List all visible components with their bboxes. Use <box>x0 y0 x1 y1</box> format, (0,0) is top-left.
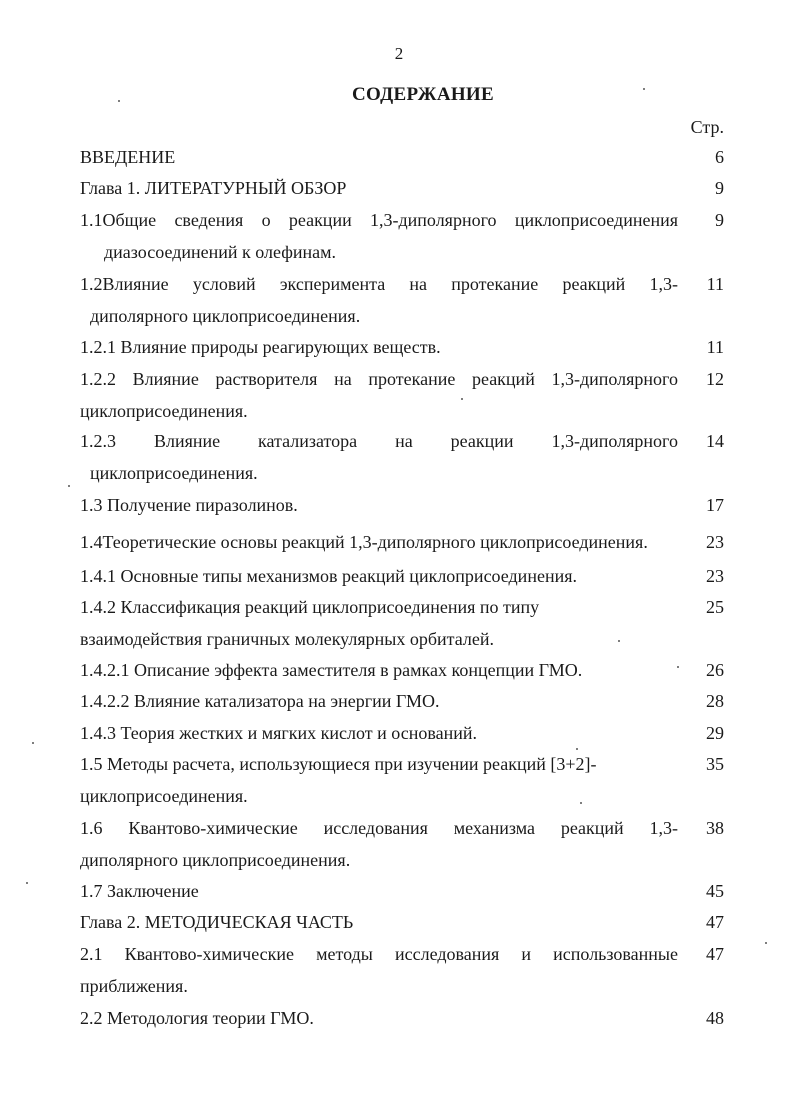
toc-entry-page: 9 <box>715 210 724 230</box>
toc-entry-1-5 <box>80 749 724 812</box>
toc-entry-page: 14 <box>706 431 724 451</box>
toc-entry-page: 26 <box>706 660 724 680</box>
toc-entry-text: ВВЕДЕНИЕ <box>80 147 176 167</box>
scan-speck <box>677 666 679 668</box>
toc-entry-text: 1.4.3 Теория жестких и мягких кислот и оснований. <box>80 723 477 743</box>
toc-entry-1-2-2 <box>80 364 724 427</box>
toc-entry-text: 1.2.2 Влияние растворителя на протекание реакций 1,3-диполярного <box>80 369 678 389</box>
toc-entry-continuation: взаимодействия граничных молекулярных орбиталей. <box>80 628 495 649</box>
toc-entry-text: 1.4.2.1 Описание эффекта заместителя в рамках концепции ГМО. <box>80 660 583 680</box>
toc-entry-introduction <box>80 142 724 174</box>
scan-speck <box>68 485 70 487</box>
toc-entry-page: 25 <box>706 597 724 617</box>
scan-speck <box>580 802 582 804</box>
toc-entry-page: 11 <box>706 337 724 357</box>
toc-entry-2-1 <box>80 939 724 1002</box>
toc-entry-page: 11 <box>706 274 724 294</box>
toc-entry-1-4 <box>80 527 724 559</box>
page-column-label: Стр. <box>690 117 724 137</box>
scan-speck <box>118 100 120 102</box>
toc-entry-1-4-2-2 <box>80 686 724 718</box>
toc-entry-text: 2.2 Методология теории ГМО. <box>80 1008 314 1028</box>
toc-entry-1-4-3 <box>80 718 724 750</box>
toc-entry-text: 1.5 Методы расчета, использующиеся при изучении реакций [3+2]- <box>80 754 597 774</box>
toc-entry-1-3 <box>80 490 724 522</box>
toc-entry-page: 38 <box>706 818 724 838</box>
toc-entry-text: 1.4.2 Классификация реакций циклоприсоединения по типу <box>80 597 540 617</box>
toc-entry-continuation: циклоприсоединения. <box>90 462 258 483</box>
toc-entry-page: 45 <box>706 881 724 901</box>
page-number: 2 <box>394 44 404 63</box>
toc-entry-text: 1.4Теоретические основы реакций 1,3-диполярного циклоприсоединения. <box>80 532 648 552</box>
toc-entry-page: 35 <box>706 754 724 774</box>
toc-entry-text: 1.1Общие сведения о реакции 1,3-диполярного циклоприсоединения <box>80 210 678 230</box>
toc-entry-continuation: диполярного циклоприсоединения. <box>90 305 361 326</box>
toc-entry-continuation: диазосоединений к олефинам. <box>104 241 337 262</box>
toc-entry-page: 23 <box>706 566 724 586</box>
toc-entry-text: Глава 1. ЛИТЕРАТУРНЫЙ ОБЗОР <box>80 178 347 198</box>
toc-entry-page: 48 <box>706 1008 724 1028</box>
toc-entry-1-4-2-1 <box>80 655 724 687</box>
page-title: СОДЕРЖАНИЕ <box>352 84 494 105</box>
toc-entry-page: 23 <box>706 532 724 552</box>
toc-entry-1-2-3 <box>80 426 724 489</box>
toc-entry-1-6 <box>80 813 724 876</box>
toc-entry-page: 28 <box>706 691 724 711</box>
scan-speck <box>32 742 34 744</box>
toc-entry-text: 2.1 Квантово-химические методы исследования и использованные <box>80 944 678 964</box>
scan-speck <box>618 640 620 642</box>
scan-speck <box>643 88 645 90</box>
toc-entry-chapter-1 <box>80 173 724 205</box>
toc-entry-1-2 <box>80 269 724 332</box>
scan-speck <box>26 882 28 884</box>
toc-entry-text: 1.2.1 Влияние природы реагирующих веществ. <box>80 337 441 357</box>
toc-entry-chapter-2 <box>80 907 724 939</box>
toc-entry-continuation: циклоприсоединения. <box>80 400 248 421</box>
toc-entry-text: 1.4.2.2 Влияние катализатора на энергии ГМО. <box>80 691 440 711</box>
scan-speck <box>461 398 463 400</box>
toc-entry-page: 47 <box>706 912 724 932</box>
toc-entry-text: 1.4.1 Основные типы механизмов реакций циклоприсоединения. <box>80 566 577 586</box>
toc-entry-page: 29 <box>706 723 724 743</box>
toc-entry-1-4-1 <box>80 561 724 593</box>
toc-entry-text: 1.2.3 Влияние катализатора на реакции 1,3-диполярного <box>80 431 678 451</box>
toc-entry-continuation: циклоприсоединения. <box>80 785 248 806</box>
toc-entry-text: 1.6 Квантово-химические исследования механизма реакций 1,3- <box>80 818 678 838</box>
toc-entry-page: 17 <box>706 495 724 515</box>
toc-entry-page: 12 <box>706 369 724 389</box>
toc-entry-page: 9 <box>715 178 724 198</box>
toc-entry-1-7 <box>80 876 724 908</box>
toc-entry-text: 1.7 Заключение <box>80 881 199 901</box>
toc-entry-continuation: приближения. <box>80 975 188 996</box>
scan-speck <box>765 942 767 944</box>
toc-entry-2-2 <box>80 1003 724 1035</box>
toc-entry-text: 1.3 Получение пиразолинов. <box>80 495 298 515</box>
toc-entry-1-1 <box>80 205 724 268</box>
scan-speck <box>576 748 578 750</box>
toc-entry-page: 47 <box>706 944 724 964</box>
toc-entry-1-4-2 <box>80 592 724 655</box>
toc-entry-page: 6 <box>715 147 724 167</box>
toc-entry-1-2-1 <box>80 332 724 364</box>
toc-entry-text: Глава 2. МЕТОДИЧЕСКАЯ ЧАСТЬ <box>80 912 354 932</box>
toc-entry-text: 1.2Влияние условий эксперимента на протекание реакций 1,3- <box>80 274 678 294</box>
toc-entry-continuation: диполярного циклоприсоединения. <box>80 849 351 870</box>
